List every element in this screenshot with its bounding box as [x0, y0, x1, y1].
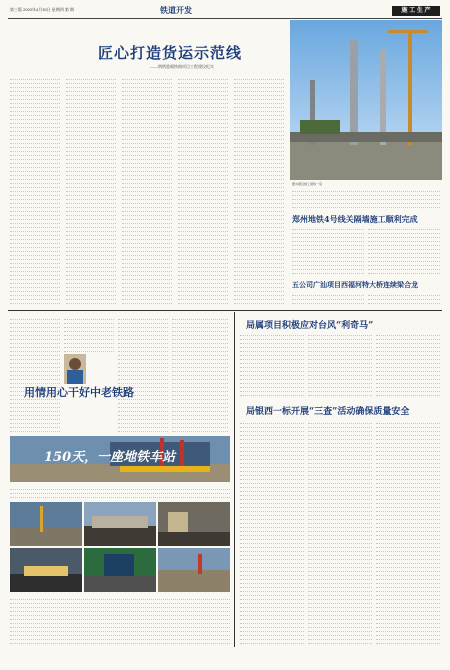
lead-article-col-5	[234, 76, 284, 304]
text-line	[292, 204, 440, 208]
quality-article-col-3	[376, 420, 440, 646]
metro-station-title: 150天，一座地铁车站	[44, 450, 176, 465]
text-line	[10, 640, 230, 644]
column-divider	[234, 312, 235, 647]
issue-info: 第三版 2020年4月30日 星期四 第 期	[10, 7, 75, 12]
text-line	[118, 428, 168, 432]
metro-station-intro	[10, 486, 230, 500]
text-line	[368, 270, 440, 274]
construction-photo	[290, 20, 442, 180]
lead-article-col-1	[10, 76, 60, 304]
photo-caption: 图为项目施工现场一景	[292, 182, 323, 186]
article-bridge-col-2	[368, 292, 440, 306]
article-metro-col-1	[292, 226, 364, 274]
laos-article-col-1	[10, 316, 60, 432]
metro-photo-1	[10, 502, 82, 546]
article-metro-col-2	[368, 226, 440, 274]
text-line	[292, 270, 364, 274]
text-line	[64, 348, 114, 352]
metro-station-body	[10, 596, 230, 646]
quality-article-title: 局银西一标开展“三查”活动确保质量安全	[246, 407, 410, 417]
article-bridge-col-1	[292, 292, 364, 306]
text-line	[240, 640, 304, 644]
photo-caption-text	[292, 188, 440, 208]
lead-article-subtitle: ——荆荆重载铁路项目工程建设纪实	[150, 64, 214, 69]
section-tag: 施 工 生 产	[392, 6, 440, 16]
lead-article-col-2	[66, 76, 116, 304]
section-divider	[8, 310, 442, 311]
article-metro-title: 郑州地铁4号线关隔墙施工顺利完成	[292, 214, 418, 224]
lead-article-col-4	[178, 76, 228, 304]
text-line	[240, 392, 304, 396]
text-line	[376, 392, 440, 396]
lead-article-col-3	[122, 76, 172, 304]
lead-article-title: 匠心打造货运示范线	[98, 44, 243, 62]
text-line	[376, 640, 440, 644]
text-line	[308, 392, 372, 396]
text-line	[10, 300, 60, 304]
typhoon-article-col-2	[308, 332, 372, 398]
text-line	[10, 428, 60, 432]
metro-photo-5	[84, 548, 156, 592]
metro-photo-4	[10, 548, 82, 592]
article-bridge-title: 五公司广汕项目西福河特大桥连续梁合龙	[292, 280, 418, 289]
laos-article-col-3	[118, 316, 168, 432]
text-line	[10, 494, 230, 498]
metro-photo-3	[158, 502, 230, 546]
text-line	[292, 300, 364, 304]
text-line	[234, 300, 284, 304]
typhoon-article-col-3	[376, 332, 440, 398]
text-line	[66, 300, 116, 304]
typhoon-article-col-1	[240, 332, 304, 398]
text-line	[308, 640, 372, 644]
text-line	[122, 300, 172, 304]
metro-photo-6	[158, 548, 230, 592]
text-line	[368, 300, 440, 304]
newspaper-logo: 铁道开发	[160, 5, 192, 15]
text-line	[178, 300, 228, 304]
laos-article-col-4	[172, 316, 228, 432]
typhoon-article-title: 局属项目积极应对台风“利奇马”	[246, 321, 374, 331]
metro-photo-2	[84, 502, 156, 546]
quality-article-col-1	[240, 420, 304, 646]
laos-article-col-2-top	[64, 316, 114, 352]
laos-article-title: 用情用心干好中老铁路	[24, 386, 134, 399]
text-line	[172, 428, 228, 432]
worker-portrait	[64, 354, 86, 384]
quality-article-col-2	[308, 420, 372, 646]
